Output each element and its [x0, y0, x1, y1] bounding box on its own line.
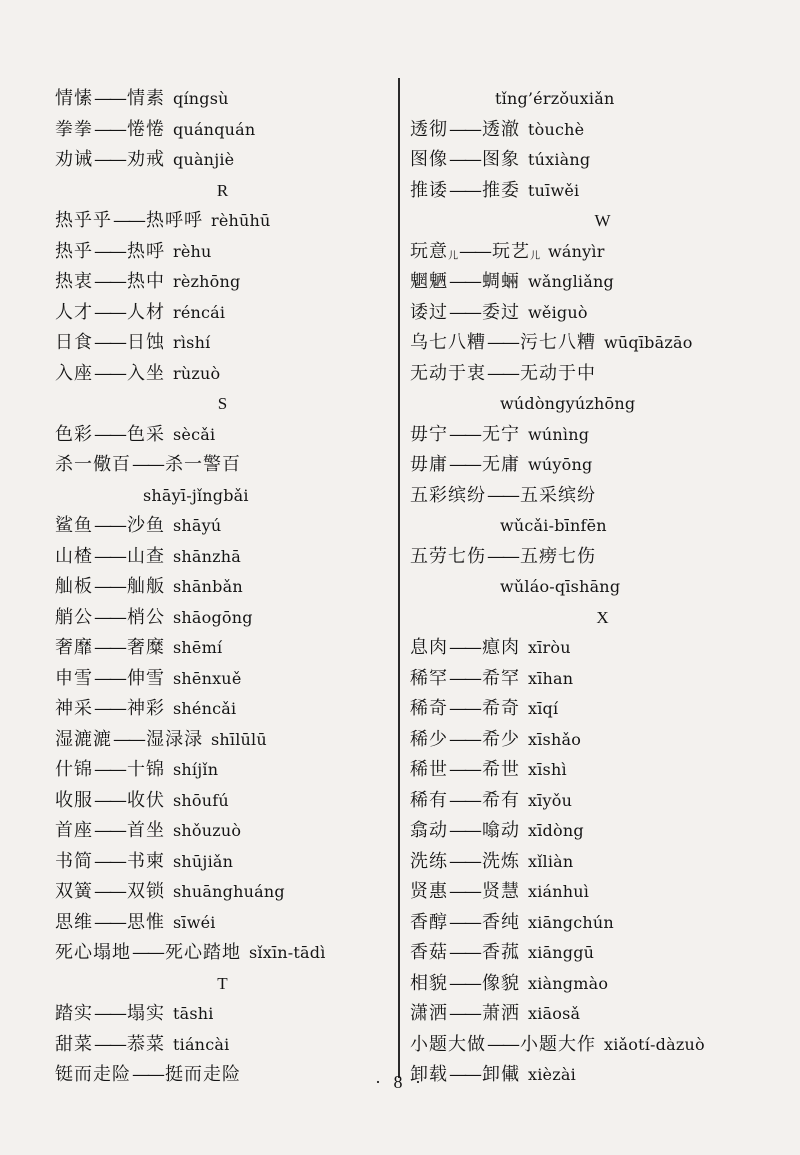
entry-pinyin: rèzhōng: [173, 272, 241, 291]
variant-form: 透澈: [482, 118, 520, 140]
entry-pinyin: wǔláo-qīshāng: [500, 577, 621, 596]
entry-dash: ——: [94, 271, 124, 292]
entry-dash: ——: [449, 637, 479, 658]
variant-form: 神彩: [127, 698, 165, 719]
standard-form: 洗练: [410, 850, 448, 872]
standard-form: 推诿: [410, 179, 448, 201]
entry-dash: ——: [449, 149, 479, 170]
entry-dash: ——: [449, 850, 479, 872]
entry-pinyin: réncái: [173, 302, 226, 322]
dictionary-entry: [410, 542, 795, 573]
dictionary-entry: [55, 206, 390, 237]
entry-dash: ——: [94, 850, 124, 872]
standard-form: 潇洒: [410, 1003, 448, 1024]
entry-pinyin: xiánhuì: [528, 882, 590, 901]
entry-dash: ——: [94, 698, 124, 719]
entry-pinyin: shāyú: [173, 516, 222, 535]
entry-dash: ——: [94, 332, 124, 353]
dictionary-entry: [55, 115, 390, 146]
variant-form: 图象: [482, 149, 520, 170]
variant-form: 香纯: [482, 911, 520, 933]
pinyin-continuation-line: [410, 572, 795, 603]
dictionary-entry: [410, 725, 795, 756]
entry-pinyin: shéncǎi: [173, 699, 237, 718]
variant-form: 希罕: [482, 667, 520, 689]
entry-pinyin: xièzài: [528, 1065, 576, 1084]
dictionary-entry: [55, 359, 390, 390]
variant-form: 舢舨: [127, 576, 165, 597]
variant-form: 洗炼: [482, 850, 520, 872]
dictionary-entry: [55, 786, 390, 817]
entry-dash: ——: [132, 454, 162, 475]
entry-pinyin: wúyōng: [528, 455, 593, 474]
dictionary-entry: [410, 176, 795, 207]
entry-dash: ——: [449, 759, 479, 780]
entry-dash: ——: [487, 545, 517, 567]
entry-pinyin: xīshǎo: [528, 729, 582, 749]
section-letter: X: [596, 607, 609, 627]
entry-pinyin: shūjiǎn: [173, 851, 234, 871]
standard-form: 色彩: [55, 423, 93, 445]
entry-dash: ——: [449, 1003, 479, 1024]
entry-dash: ——: [94, 88, 124, 109]
entry-pinyin: shōufú: [173, 790, 229, 810]
variant-form: 人材: [127, 301, 165, 323]
page-number: · 8 ·: [375, 1072, 425, 1092]
standard-form: 魍魉: [410, 271, 448, 292]
entry-dash: ——: [449, 118, 479, 140]
dictionary-entry: [410, 359, 795, 390]
entry-dash: ——: [94, 515, 124, 536]
entry-pinyin: rìshí: [173, 333, 211, 352]
standard-form: 息肉: [410, 637, 448, 658]
variant-form: 双锁: [127, 881, 165, 902]
entry-dash: ——: [132, 942, 162, 963]
entry-pinyin: shānzhā: [173, 546, 242, 566]
standard-form: 五彩缤纷: [410, 484, 486, 506]
entry-pinyin: xiāosǎ: [528, 1004, 581, 1023]
entry-pinyin: wányìr: [548, 241, 605, 261]
variant-form: 瘜肉: [482, 637, 520, 658]
variant-form: 热中: [127, 271, 165, 292]
variant-form: 塌实: [127, 1003, 165, 1024]
entry-dash: ——: [449, 271, 479, 292]
right-column: [410, 84, 795, 1091]
variant-form: 像貌: [482, 972, 520, 994]
dictionary-entry: [410, 450, 795, 481]
standard-form: 书简: [55, 850, 93, 872]
erhua-suffix: 儿: [448, 250, 458, 262]
standard-form: 热衷: [55, 271, 93, 292]
standard-form: 艄公: [55, 606, 93, 628]
dictionary-entry: [410, 267, 795, 298]
variant-form: 热呼呼: [146, 210, 203, 231]
entry-pinyin: shēnxuě: [173, 668, 242, 688]
entry-dash: ——: [449, 972, 479, 994]
entry-pinyin: rèhu: [173, 241, 212, 261]
entry-pinyin: xīhan: [528, 668, 574, 688]
entry-dash: ——: [449, 179, 479, 201]
standard-form: 图像: [410, 149, 448, 170]
standard-form: 乌七八糟: [410, 332, 486, 353]
standard-form: 山楂: [55, 545, 93, 567]
dictionary-entry: [410, 694, 795, 725]
entry-dash: ——: [94, 911, 124, 933]
section-letter: T: [217, 973, 228, 993]
entry-dash: ——: [449, 301, 479, 323]
entry-pinyin: rèhūhū: [211, 211, 271, 230]
dictionary-entry: [410, 115, 795, 146]
variant-form: 污七八糟: [520, 332, 596, 353]
variant-form: 五痨七伤: [520, 545, 596, 567]
dictionary-entry: [55, 84, 390, 115]
dictionary-entry: [410, 298, 795, 329]
variant-form: 卸儎: [482, 1064, 520, 1085]
entry-pinyin: xiǎotí-dàzuò: [604, 1034, 705, 1054]
standard-form: 毋庸: [410, 454, 448, 475]
entry-dash: ——: [449, 667, 479, 689]
dictionary-entry: [55, 633, 390, 664]
variant-form: 热呼: [127, 240, 165, 262]
entry-dash: ——: [459, 240, 489, 262]
dictionary-entry: [410, 847, 795, 878]
entry-pinyin: xiāngchún: [528, 912, 614, 932]
dictionary-entry: [410, 877, 795, 908]
entry-dash: ——: [487, 362, 517, 384]
standard-form: 稀世: [410, 759, 448, 780]
entry-pinyin: shíjǐn: [173, 760, 219, 779]
dictionary-entry: [410, 969, 795, 1000]
dictionary-entry: [410, 420, 795, 451]
entry-dash: ——: [449, 698, 479, 719]
section-letter: R: [216, 180, 229, 200]
entry-pinyin: rùzuò: [173, 363, 221, 383]
standard-form: 甜菜: [55, 1033, 93, 1055]
entry-pinyin: wǎngliǎng: [528, 272, 614, 291]
standard-form: 日食: [55, 332, 93, 353]
entry-dash: ——: [449, 454, 479, 475]
entry-dash: ——: [94, 118, 124, 140]
dictionary-entry: [410, 999, 795, 1030]
dictionary-entry: [55, 603, 390, 634]
dictionary-entry: [55, 298, 390, 329]
variant-form: 死心踏地: [165, 942, 241, 963]
variant-form: 首坐: [127, 820, 165, 841]
standard-form: 思维: [55, 911, 93, 933]
dictionary-entry: [55, 725, 390, 756]
entry-dash: ——: [449, 911, 479, 933]
variant-form: 噏动: [482, 820, 520, 841]
entry-pinyin: xīshì: [528, 760, 567, 779]
entry-dash: ——: [94, 759, 124, 780]
entry-pinyin: shāogōng: [173, 607, 253, 627]
standard-form: 湿漉漉: [55, 728, 112, 750]
variant-form: 菾菜: [127, 1033, 165, 1055]
entry-dash: ——: [94, 606, 124, 628]
standard-form: 首座: [55, 820, 93, 841]
entry-pinyin: wǔcǎi-bīnfēn: [500, 516, 607, 535]
column-divider: [398, 78, 400, 1078]
variant-form: 伸雪: [127, 667, 165, 689]
variant-form: 劝戒: [127, 149, 165, 170]
entry-pinyin: sīwéi: [173, 912, 216, 932]
dictionary-entry: [55, 999, 390, 1030]
entry-pinyin: shīlūlū: [211, 729, 267, 749]
entry-dash: ——: [94, 576, 124, 597]
entry-pinyin: shāyī-jǐngbǎi: [143, 485, 249, 505]
dictionary-entry: [410, 755, 795, 786]
standard-form: 稀有: [410, 789, 448, 811]
entry-pinyin: xiàngmào: [528, 973, 609, 993]
entry-pinyin: tǐng’érzǒuxiǎn: [495, 89, 615, 108]
standard-form: 什锦: [55, 759, 93, 780]
entry-dash: ——: [94, 820, 124, 841]
variant-form: 情素: [127, 88, 165, 109]
dictionary-entry: [55, 450, 390, 481]
standard-form: 踏实: [55, 1003, 93, 1024]
dictionary-entry: [410, 816, 795, 847]
entry-dash: ——: [94, 301, 124, 323]
dictionary-entry: [55, 420, 390, 451]
variant-form: 色采: [127, 423, 165, 445]
entry-dash: ——: [94, 423, 124, 445]
variant-form: 挺而走险: [165, 1064, 241, 1085]
entry-dash: ——: [113, 210, 143, 231]
dictionary-entry: [410, 145, 795, 176]
entry-pinyin: wěiguò: [528, 302, 588, 322]
entry-dash: ——: [94, 149, 124, 170]
dictionary-entry: [410, 786, 795, 817]
variant-form: 玩艺: [492, 240, 530, 262]
variant-form: 贤慧: [482, 881, 520, 902]
dictionary-entry: [55, 816, 390, 847]
variant-form: 入坐: [127, 362, 165, 384]
entry-pinyin: xiānggū: [528, 943, 595, 962]
entry-dash: ——: [449, 789, 479, 811]
entry-pinyin: shuānghuáng: [173, 882, 285, 901]
standard-form: 热乎: [55, 240, 93, 262]
entry-pinyin: sècǎi: [173, 424, 216, 444]
dictionary-entry: [410, 633, 795, 664]
entry-pinyin: tuīwěi: [528, 180, 580, 200]
entry-dash: ——: [487, 1033, 517, 1055]
standard-form: 翕动: [410, 820, 448, 841]
standard-form: 舢板: [55, 576, 93, 597]
standard-form: 奢靡: [55, 637, 93, 658]
entry-pinyin: wúnìng: [528, 424, 590, 444]
entry-dash: ——: [94, 362, 124, 384]
entry-pinyin: xīqí: [528, 699, 559, 718]
standard-form: 诿过: [410, 301, 448, 323]
entry-dash: ——: [449, 728, 479, 750]
variant-form: 无宁: [482, 423, 520, 445]
entry-pinyin: quánquán: [173, 119, 256, 139]
entry-pinyin: xǐliàn: [528, 851, 574, 871]
section-letter: S: [217, 394, 228, 413]
standard-form: 双簧: [55, 881, 93, 902]
pinyin-continuation-line: [55, 481, 390, 512]
variant-form: 无动于中: [520, 362, 596, 384]
entry-pinyin: xīdòng: [528, 821, 584, 840]
entry-dash: ——: [113, 728, 143, 750]
entry-pinyin: wúdòngyúzhōng: [500, 394, 636, 413]
section-letter: W: [594, 211, 611, 230]
variant-form: 希少: [482, 728, 520, 750]
standard-form: 稀奇: [410, 698, 448, 719]
variant-form: 山查: [127, 545, 165, 567]
entry-dash: ——: [94, 667, 124, 689]
standard-form: 劝诫: [55, 149, 93, 170]
variant-form: 思惟: [127, 911, 165, 933]
dictionary-entry: [55, 542, 390, 573]
pinyin-continuation-line: [410, 511, 795, 542]
variant-form: 梢公: [127, 606, 165, 628]
standard-form: 神采: [55, 698, 93, 719]
dictionary-entry: [55, 237, 390, 268]
entry-pinyin: tòuchè: [528, 119, 585, 139]
entry-pinyin: quànjiè: [173, 150, 235, 169]
entry-dash: ——: [449, 423, 479, 445]
standard-form: 透彻: [410, 118, 448, 140]
dictionary-entry: [55, 145, 390, 176]
standard-form: 贤惠: [410, 881, 448, 902]
entry-pinyin: wūqībāzāo: [604, 333, 693, 352]
dictionary-entry: [410, 938, 795, 969]
standard-form: 稀罕: [410, 667, 448, 689]
dictionary-entry: [55, 664, 390, 695]
entry-dash: ——: [449, 881, 479, 902]
entry-pinyin: túxiàng: [528, 150, 591, 169]
standard-form: 人才: [55, 301, 93, 323]
dictionary-entry: [410, 328, 795, 359]
variant-form: 希奇: [482, 698, 520, 719]
entry-dash: ——: [94, 240, 124, 262]
entry-dash: ——: [94, 637, 124, 658]
dictionary-entry: [410, 908, 795, 939]
variant-form: 希世: [482, 759, 520, 780]
variant-form: 五采缤纷: [520, 484, 596, 506]
entry-dash: ——: [449, 1064, 479, 1085]
entry-dash: ——: [132, 1064, 162, 1085]
entry-dash: ——: [94, 789, 124, 811]
entry-pinyin: shēmí: [173, 638, 223, 657]
standard-form: 收服: [55, 789, 93, 811]
dictionary-entry: [55, 877, 390, 908]
variant-form: 十锦: [127, 759, 165, 780]
entry-pinyin: tiáncài: [173, 1034, 230, 1054]
pinyin-continuation-line: [410, 389, 795, 420]
entry-pinyin: xīyǒu: [528, 790, 573, 810]
entry-pinyin: tāshi: [173, 1004, 214, 1023]
variant-form: 无庸: [482, 454, 520, 475]
dictionary-entry: [55, 938, 390, 969]
variant-form: 推委: [482, 179, 520, 201]
entry-dash: ——: [487, 332, 517, 353]
entry-dash: ——: [449, 820, 479, 841]
standard-form: 杀一儆百: [55, 454, 131, 475]
entry-dash: ——: [94, 1003, 124, 1024]
variant-form: 希有: [482, 789, 520, 811]
standard-form: 热乎乎: [55, 210, 112, 231]
dictionary-entry: [55, 572, 390, 603]
entry-dash: ——: [449, 942, 479, 963]
dictionary-entry: [55, 328, 390, 359]
standard-form: 铤而走险: [55, 1064, 131, 1085]
dictionary-entry: [410, 237, 795, 268]
standard-form: 死心塌地: [55, 942, 131, 963]
dictionary-entry: [55, 267, 390, 298]
standard-form: 小题大做: [410, 1033, 486, 1055]
pinyin-continuation-line: [410, 84, 795, 115]
variant-form: 日蚀: [127, 332, 165, 353]
entry-pinyin: sǐxīn-tādì: [249, 943, 326, 962]
dictionary-entry: [55, 1030, 390, 1061]
variant-form: 杀一警百: [165, 454, 241, 475]
entry-pinyin: qíngsù: [173, 89, 229, 108]
erhua-suffix: 儿: [530, 250, 540, 262]
variant-form: 萧洒: [482, 1003, 520, 1024]
standard-form: 毋宁: [410, 423, 448, 445]
entry-dash: ——: [94, 881, 124, 902]
dictionary-entry: [410, 1030, 795, 1061]
entry-pinyin: xīròu: [528, 638, 571, 657]
standard-form: 申雪: [55, 667, 93, 689]
dictionary-entry: [55, 755, 390, 786]
standard-form: 鲨鱼: [55, 515, 93, 536]
dictionary-entry: [410, 481, 795, 512]
standard-form: 香醇: [410, 911, 448, 933]
dictionary-entry: [55, 847, 390, 878]
entry-pinyin: shǒuzuò: [173, 821, 242, 840]
standard-form: 情愫: [55, 88, 93, 109]
left-column: [55, 84, 390, 1091]
variant-form: 惓惓: [127, 118, 165, 140]
variant-form: 奢糜: [127, 637, 165, 658]
variant-form: 收伏: [127, 789, 165, 811]
standard-form: 玩意: [410, 240, 448, 262]
standard-form: 拳拳: [55, 118, 93, 140]
variant-form: 委过: [482, 301, 520, 323]
variant-form: 香菰: [482, 942, 520, 963]
variant-form: 蜩蜽: [482, 271, 520, 292]
standard-form: 香菇: [410, 942, 448, 963]
entry-dash: ——: [94, 545, 124, 567]
variant-form: 书柬: [127, 850, 165, 872]
standard-form: 相貌: [410, 972, 448, 994]
dictionary-entry: [55, 908, 390, 939]
entry-dash: ——: [94, 1033, 124, 1055]
standard-form: 五劳七伤: [410, 545, 486, 567]
dictionary-entry: [410, 664, 795, 695]
variant-form: 湿渌渌: [146, 728, 203, 750]
standard-form: 无动于衷: [410, 362, 486, 384]
dictionary-entry: [55, 511, 390, 542]
dictionary-entry: [55, 694, 390, 725]
standard-form: 卸载: [410, 1064, 448, 1085]
standard-form: 稀少: [410, 728, 448, 750]
variant-form: 小题大作: [520, 1033, 596, 1055]
entry-pinyin: shānbǎn: [173, 577, 243, 596]
entry-dash: ——: [487, 484, 517, 506]
variant-form: 沙鱼: [127, 515, 165, 536]
standard-form: 入座: [55, 362, 93, 384]
